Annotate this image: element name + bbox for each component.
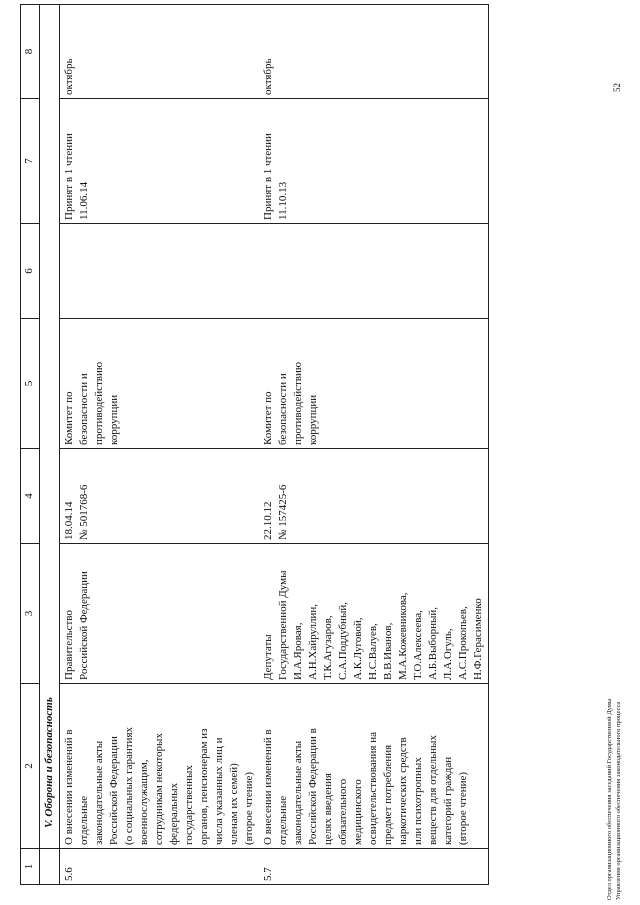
col-number: 1 xyxy=(21,849,40,885)
bill-status: Принят в 1 чтении 11.06.14 xyxy=(60,99,260,224)
row-number: 5.6 xyxy=(60,849,260,885)
page-number: 52 xyxy=(612,83,622,92)
bill-month: октябрь xyxy=(259,5,489,99)
section-row xyxy=(40,5,60,885)
bill-committee: Комитет по безопасности и противодействию коррупции xyxy=(259,319,489,449)
bill-title: О внесении изменений в отдельные законодательные акты Российской Федерации в целях введения обязательного медицинского освидетельствования на предмет потребления наркотических средств или психотропных веществ для отдельных категорий граждан (второе чтение) xyxy=(259,684,489,849)
bill-month: октябрь xyxy=(60,5,260,99)
bills-table xyxy=(20,4,489,885)
section-title: V. Оборона и безопасность xyxy=(40,5,60,849)
col-number: 7 xyxy=(21,99,40,224)
table-row xyxy=(259,5,489,885)
bill-date-number: 22.10.12 № 157425-6 xyxy=(259,449,489,544)
bill-col6 xyxy=(60,224,260,319)
column-number-row xyxy=(21,5,40,885)
footer-line: Управления организационного обеспечения законодательного процесса xyxy=(615,701,622,900)
footer-line: Отдел организационного обеспечения заседаний Государственной Думы xyxy=(606,698,613,900)
bill-initiator: Депутаты Государственной Думы И.А.Яровая, А.Н.Хайруллин, Т.К.Агузаров, С.А.Поддубный, А.К.Луговой, Н.С.Валуев, В.В.Иванов, М.А.Кожевникова, Т.О.Алексеева, А.Б.Выборный, Л.А.Огуль, А.С.Прокопьев, Н.Ф.Герасименко xyxy=(259,544,489,684)
rotated-page xyxy=(20,5,620,885)
row-number: 5.7 xyxy=(259,849,489,885)
bill-title: О внесении изменений в отдельные законодательные акты Российской Федерации (о социальных гарантиях военнослужащим, сотрудникам некоторых федеральных государственных органов, пенсионерам из числа указанных лиц и членам их семей) (второе чтение) xyxy=(60,684,260,849)
bill-col6 xyxy=(259,224,489,319)
col-number: 5 xyxy=(21,319,40,449)
col-number: 3 xyxy=(21,544,40,684)
col-number: 2 xyxy=(21,684,40,849)
bill-status: Принят в 1 чтении 11.10.13 xyxy=(259,99,489,224)
col-number: 8 xyxy=(21,5,40,99)
table-row xyxy=(60,5,260,885)
col-number: 4 xyxy=(21,449,40,544)
footer-note xyxy=(605,600,623,900)
bill-committee: Комитет по безопасности и противодействию коррупции xyxy=(60,319,260,449)
bill-initiator: Правительство Российской Федерации xyxy=(60,544,260,684)
bill-date-number: 18.04.14 № 501768-6 xyxy=(60,449,260,544)
col-number: 6 xyxy=(21,224,40,319)
